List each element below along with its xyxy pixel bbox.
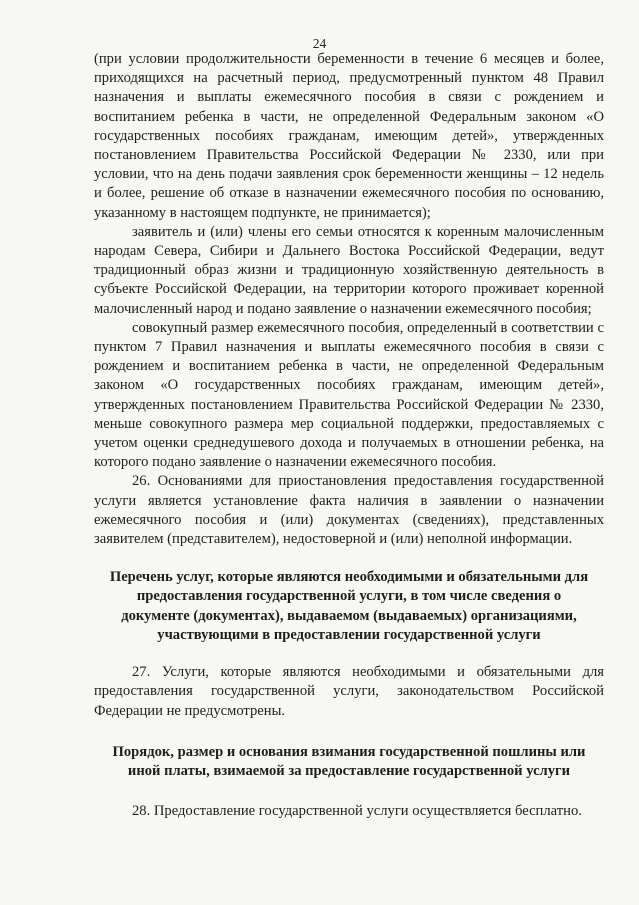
section-heading-state-fee: Порядок, размер и основания взимания государственной пошлины или иной платы, взимаемой за предоставление государственной услуги xyxy=(112,743,586,779)
paragraph-26-suspension-grounds: 26. Основаниями для приостановления предоставления государственной услуги является установление факта наличия в заявлении о назначении ежемесячного пособия и (или) документах (сведениях), представленных заявителем (представителем), недостоверной и (или) неполной информации. xyxy=(94,473,604,548)
document-body xyxy=(94,50,604,821)
paragraph-27-required-services: 27. Услуги, которые являются необходимыми и обязательными для предоставления государственной услуги, законодательством Российской Федерации не предусмотрены. xyxy=(94,664,604,719)
section-heading-required-services: Перечень услуг, которые являются необходимыми и обязательными для предоставления государственной услуги, в том числе сведения о документе (документах), выдаваемом (выдаваемых) организациями, участвующими в предоставлении государственной услуги xyxy=(109,569,589,643)
paragraph-28-free-of-charge: 28. Предоставление государственной услуги осуществляется бесплатно. xyxy=(132,803,582,820)
page-number: 24 xyxy=(312,36,327,51)
paragraph-total-benefit-size: совокупный размер ежемесячного пособия, определенный в соответствии с пунктом 7 Правил назначения и выплаты ежемесячного пособия в связи с рождением и воспитанием ребенка в части, не определенной Федеральным законом «О государственных пособиях гражданам, имеющим детей», утвержденных постановлением Правительства Российской Федерации № 2330, меньше совокупного размера мер социальной поддержки, предоставляемых с учетом оценки среднедушевого дохода и получаемых в отношении ребенка, на которого подано заявление о назначении ежемесячного пособия. xyxy=(94,319,604,471)
paragraph-pregnancy-condition: (при условии продолжительности беременности в течение 6 месяцев и более, приходящихся на расчетный период, предусмотренный пунктом 48 Правил назначения и выплаты ежемесячного пособия в связи с рождением и воспитанием ребенка в части, не определенной Федеральным законом «О государственных пособиях гражданам, имеющим детей», утвержденных постановлением Правительства Российской Федерации № 2330, или при условии, что на день подачи заявления срок беременности женщины – 12 недель и более, решение об отказе в назначении ежемесячного пособия по основанию, указанному в настоящем подпункте, не принимается); xyxy=(94,51,604,221)
paragraph-indigenous-peoples: заявитель и (или) члены его семьи относятся к коренным малочисленным народам Севера, Сибири и Дальнего Востока Российской Федерации, ведут традиционный образ жизни и традиционную хозяйственную деятельность в субъекте Российской Федерации, на территории которого проживает коренной малочисленный народ и подано заявление о назначении ежемесячного пособия; xyxy=(94,223,604,317)
